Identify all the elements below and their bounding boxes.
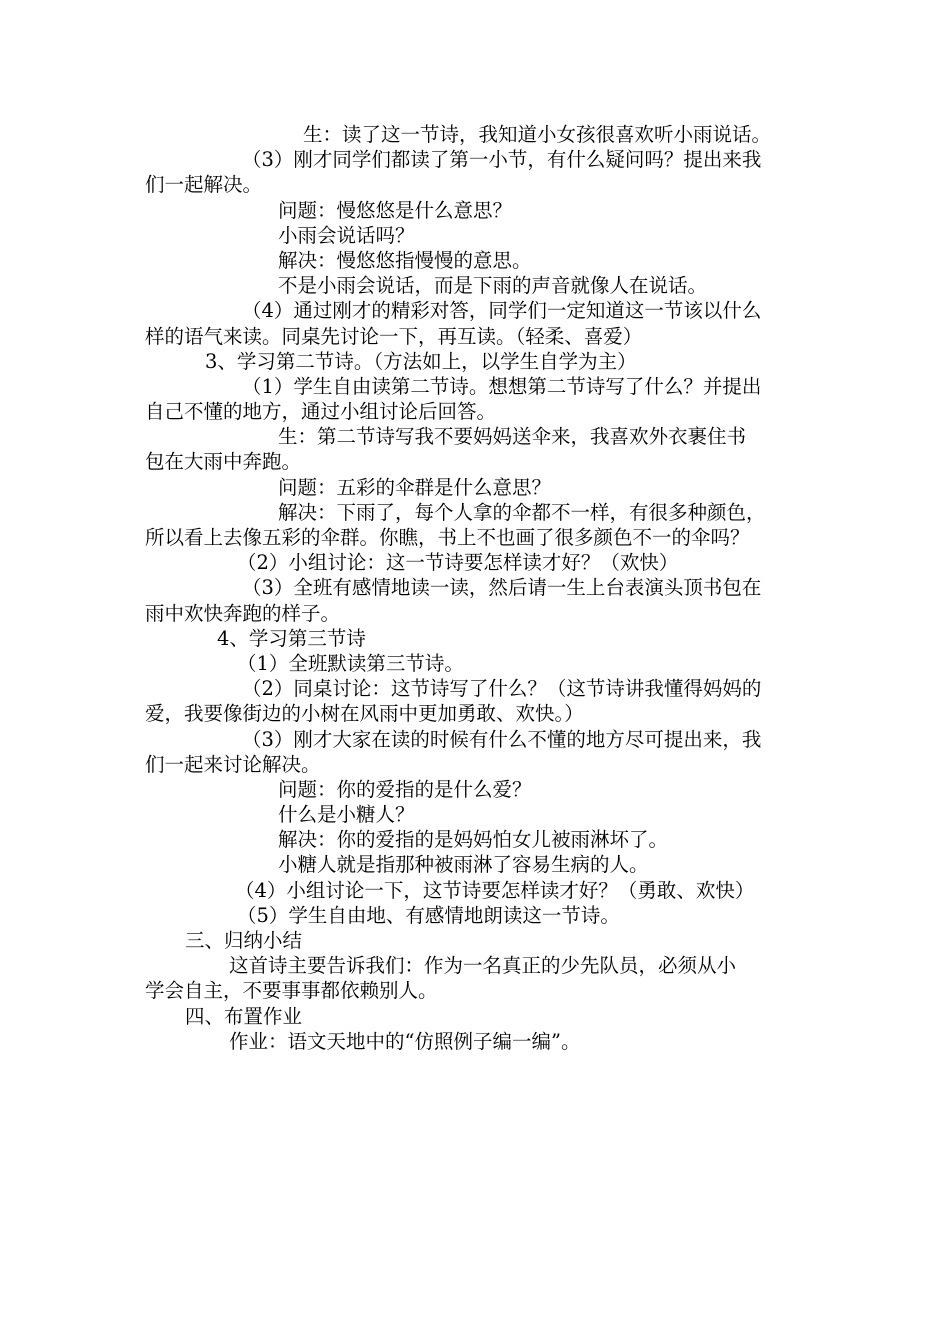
step-item: （1）学生自由读第二节诗。想想第二节诗写了什么？并提出: [242, 374, 762, 398]
step-item: （3）刚才同学们都读了第一小节，有什么疑问吗？提出来我: [242, 148, 762, 172]
homework-line: 作业：语文天地中的“仿照例子编一编”。: [229, 1029, 581, 1053]
continuation-line: 所以看上去像五彩的伞群。你瞧，书上不也画了很多颜色不一的伞吗？: [145, 526, 750, 549]
section-heading: 三、归纳小结: [185, 929, 303, 952]
solution-line: 解决：你的爱指的是妈妈怕女儿被雨淋坏了。: [278, 828, 669, 852]
answer-line: 生：第二节诗写我不要妈妈送伞来，我喜欢外衣裹住书: [278, 425, 747, 449]
continuation-line: 包在大雨中奔跑。: [145, 450, 302, 474]
step-item: （3）全班有感情地读一读，然后请一生上台表演头顶书包在: [242, 576, 762, 600]
summary-line: 这首诗主要告诉我们：作为一名真正的少先队员，必须从小: [229, 954, 737, 978]
section-heading: 四、布置作业: [185, 1004, 303, 1028]
continuation-line: 爱，我要像街边的小树在风雨中更加勇敢、欢快。）: [145, 702, 584, 726]
solution-line: 解决：慢悠悠指慢慢的意思。: [278, 248, 532, 272]
question-line: 什么是小糖人？: [278, 803, 415, 827]
answer-line: 生：读了这一节诗，我知道小女孩很喜欢听小雨说话。: [303, 123, 772, 146]
solution-line: 解决：下雨了，每个人拿的伞都不一样，有很多种颜色，: [278, 500, 766, 524]
step-item: （4）小组讨论一下，这节诗要怎样读才好？（勇敢、欢快）: [235, 878, 755, 902]
step-item: （1）全班默读第三节诗。: [237, 651, 464, 675]
step-item: （3）刚才大家在读的时候有什么不懂的地方尽可提出来，我: [242, 727, 762, 751]
question-line: 问题：你的爱指的是什么爱？: [278, 777, 532, 801]
continuation-line: 自己不懂的地方，通过小组讨论后回答。: [145, 400, 497, 424]
continuation-line: 雨中欢快奔跑的样子。: [145, 601, 341, 625]
document-body: [145, 122, 815, 1054]
question-line: 问题：慢悠悠是什么意思？: [278, 198, 513, 222]
section-step-heading: 4、学习第三节诗: [217, 626, 366, 650]
continuation-line: 样的语气来读。同桌先讨论一下，再互读。（轻柔、喜爱）: [145, 324, 643, 348]
continuation-line: 们一起来讨论解决。: [145, 752, 321, 776]
question-line: 问题：五彩的伞群是什么意思？: [278, 475, 552, 499]
step-item: （5）学生自由地、有感情地朗读这一节诗。: [237, 903, 620, 927]
continuation-line: 们一起解决。: [145, 173, 263, 197]
continuation-line: 学会自主，不要事事都依赖别人。: [145, 979, 438, 1003]
step-item: （4）通过刚才的精彩对答，同学们一定知道这一节该以什么: [242, 299, 762, 323]
solution-line: 小糖人就是指那种被雨淋了容易生病的人。: [278, 853, 649, 877]
solution-line: 不是小雨会说话，而是下雨的声音就像人在说话。: [278, 274, 708, 298]
step-item: （2）小组讨论：这一节诗要怎样读才好？（欢快）: [237, 551, 679, 575]
step-item: （2）同桌讨论：这节诗写了什么？（这节诗讲我懂得妈妈的: [242, 677, 762, 701]
section-step-heading: 3、学习第二节诗。（方法如上，以学生自学为主）: [205, 349, 637, 373]
question-line: 小雨会说话吗？: [278, 223, 415, 247]
